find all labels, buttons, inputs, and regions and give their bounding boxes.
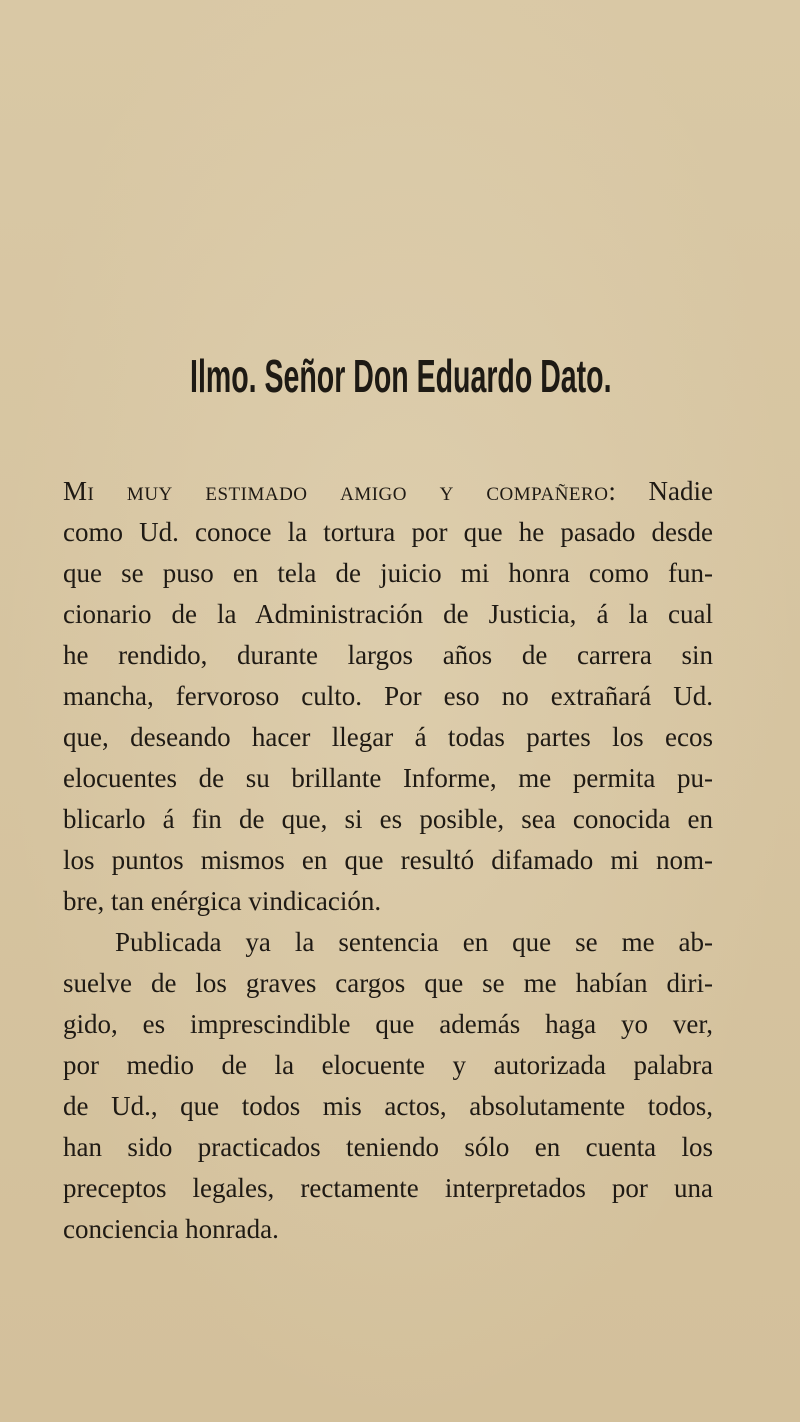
letter-title: Ilmo. Señor Don Eduardo Dato. — [190, 350, 612, 402]
paragraph-2-line: suelve de los graves cargos que se me habían diri- — [63, 968, 713, 998]
paragraph-1-line: los puntos mismos en que resultó difamado mi nom- — [63, 845, 713, 875]
paragraph-2-line: de Ud., que todos mis actos, absolutamente todos, — [63, 1091, 713, 1121]
paragraph-1-line: elocuentes de su brillante Informe, me permita pu- — [63, 763, 713, 793]
paragraph-2-line: preceptos legales, rectamente interpretados por una — [63, 1173, 713, 1203]
paragraph-2-line: gido, es imprescindible que además haga yo ver, — [63, 1009, 713, 1039]
paragraph-1-line: blicarlo á fin de que, si es posible, sea conocida en — [63, 804, 713, 834]
paragraph-1-line: que, deseando hacer llegar á todas partes los ecos — [63, 722, 713, 752]
paragraph-1-first-word: Nadie — [648, 476, 714, 506]
salutation: Mi muy estimado amigo y compañero: — [63, 476, 617, 506]
paragraph-2-line: han sido practicados teniendo sólo en cuenta los — [63, 1132, 713, 1162]
letter-body — [63, 471, 713, 1250]
paragraph-1-line: he rendido, durante largos años de carrera sin — [63, 640, 713, 670]
paragraph-1-line: cionario de la Administración de Justicia, á la cual — [63, 599, 713, 629]
paragraph-2-line: por medio de la elocuente y autorizada palabra — [63, 1050, 713, 1080]
paragraph-1-line: que se puso en tela de juicio mi honra como fun- — [63, 558, 713, 588]
paragraph-1-line: como Ud. conoce la tortura por que he pasado desde — [63, 517, 713, 547]
paragraph-2-line: conciencia honrada. — [63, 1214, 279, 1244]
paragraph-1-line: bre, tan enérgica vindicación. — [63, 886, 382, 916]
paragraph-1-line: mancha, fervoroso culto. Por eso no extrañará Ud. — [63, 681, 713, 711]
paragraph-2-line: Publicada ya la sentencia en que se me ab- — [115, 927, 713, 957]
paragraph-1-line-1 — [63, 471, 713, 512]
